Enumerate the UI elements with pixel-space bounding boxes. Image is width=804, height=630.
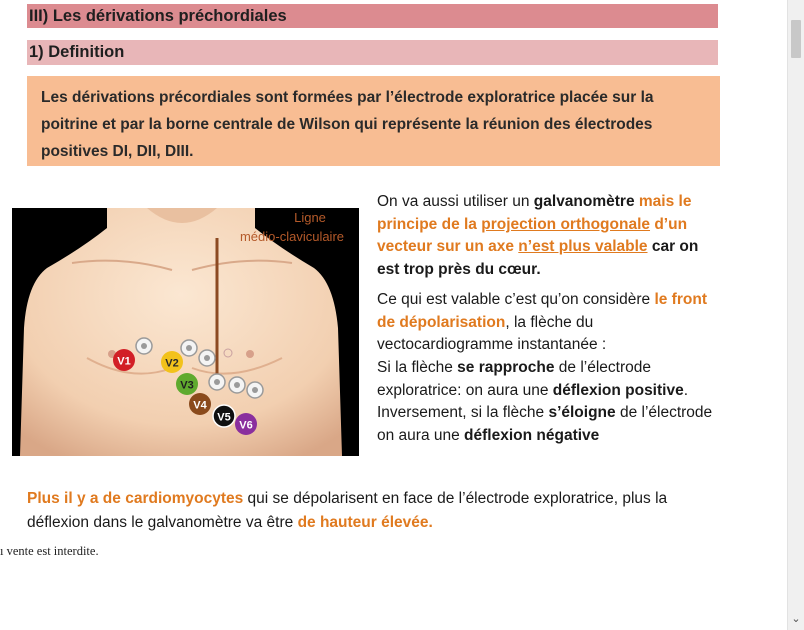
electrode-v4 [189, 393, 211, 415]
definition-box: Les dérivations précordiales sont formées par l’électrode exploratrice placée sur la poitrine et par la borne centrale de Wilson qui représente la réunion des électrodes positives DI, DII, DIII. [27, 76, 720, 166]
electrode-v2 [161, 351, 183, 373]
bottom-paragraph: Plus il y a de cardiomyocytes qui se dépolarisent en face de l’électrode exploratrice, plus la déflexion dans le galvanomètre va être de hauteur élevée. [27, 490, 668, 531]
scroll-up-area[interactable] [788, 0, 804, 17]
torso-shape [20, 208, 345, 456]
electrode-v5 [213, 405, 235, 427]
chest-illustration [12, 208, 359, 456]
paragraph-depolarisation-front: Ce qui est valable c’est qu’on considère le front de dépolarisation, la flèche du vectocardiogramme instantanée : Si la flèche se rapproche de l’électrode exploratrice: on aura une déflexion positive. Inversement, si la flèche s’éloigne de l’électrode on aura une déflexion négative [377, 290, 713, 445]
figure-label-line2: médio-claviculaire [239, 229, 345, 244]
electrode-v3-label: V3 [180, 379, 194, 392]
scroll-down-arrow-icon[interactable]: ⌄ [791, 613, 801, 625]
electrode-v4-label: V4 [193, 399, 207, 412]
paragraph-galvanometer: On va aussi utiliser un galvanomètre mais le principe de la projection orthogonale d’un vecteur sur un axe n’est plus valable car on est trop près du cœur. [377, 193, 699, 279]
subsection-heading: 1) Definition [27, 40, 718, 65]
electrode-v6 [235, 413, 257, 435]
figure-label-line1: Ligne [294, 210, 326, 225]
electrode-v3 [176, 373, 198, 395]
footer-notice: ı vente est interdite. [0, 544, 99, 558]
scrollbar-thumb[interactable] [791, 20, 801, 58]
electrode-v2-label: V2 [165, 357, 179, 370]
explanation-column [377, 191, 722, 448]
vertical-scrollbar[interactable] [787, 0, 804, 630]
electrode-v5-label: V5 [217, 411, 231, 424]
chest-electrode-figure [12, 208, 359, 456]
electrode-v1 [113, 349, 135, 371]
nipple-right [246, 350, 254, 358]
electrode-v1-label: V1 [117, 355, 131, 368]
electrode-v6-label: V6 [239, 419, 253, 432]
section-heading: III) Les dérivations préchordiales [27, 4, 718, 28]
